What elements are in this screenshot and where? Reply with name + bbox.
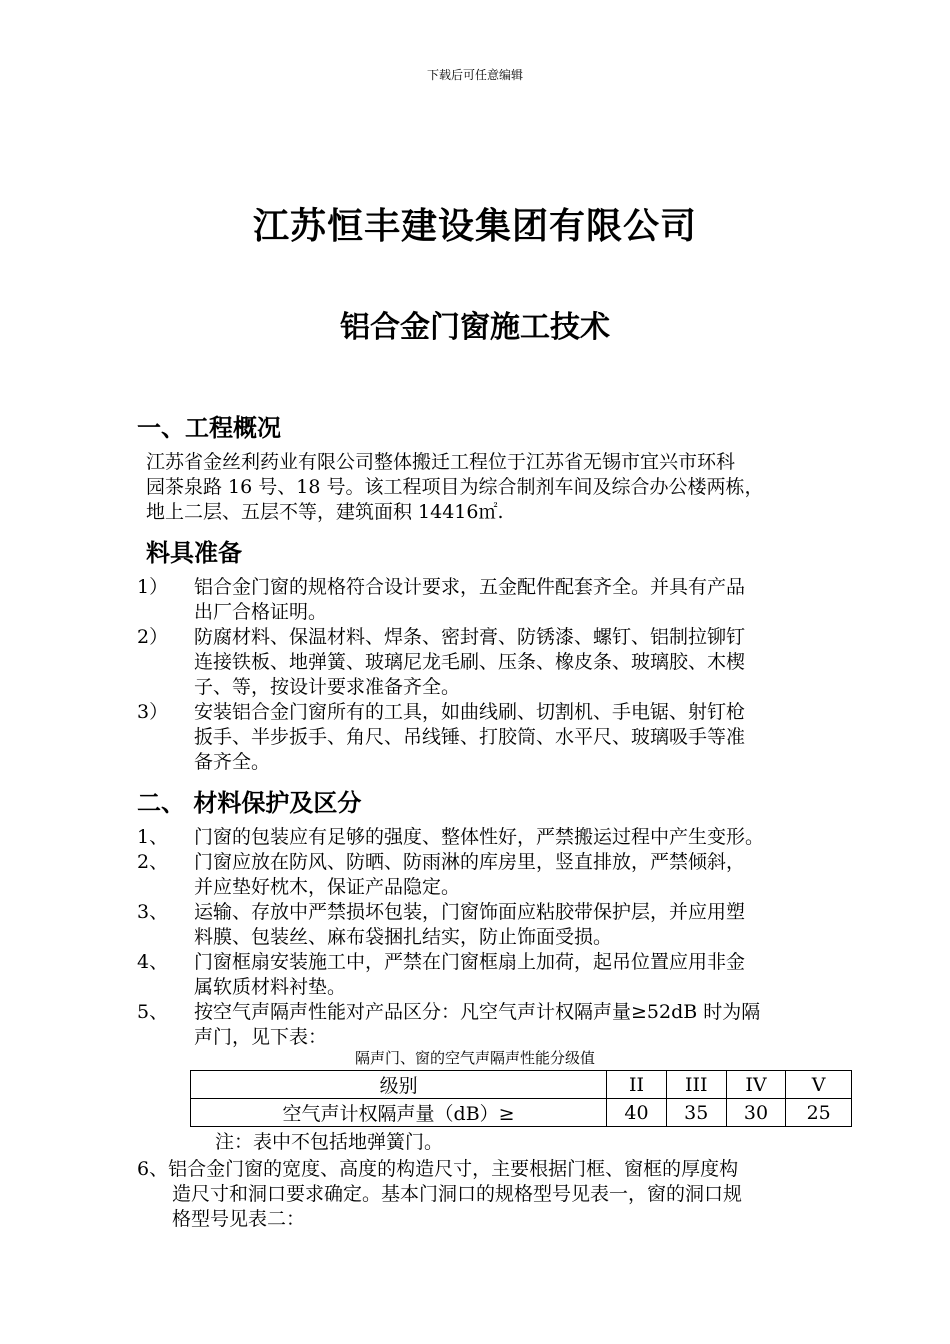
list-item-number: 3） [137, 701, 169, 723]
list-item-text: 扳手、半步扳手、角尺、吊线锤、打胶筒、水平尺、玻璃吸手等准 [194, 726, 746, 748]
item6-line: 6、铝合金门窗的宽度、高度的构造尺寸，主要根据门框、窗框的厚度构 [137, 1158, 739, 1180]
table-header-row [191, 1071, 852, 1099]
list-item-text: 防腐材料、保温材料、焊条、密封膏、防锈漆、螺钉、铝制拉铆钉 [194, 626, 746, 648]
list-item-text: 连接铁板、地弹簧、玻璃尼龙毛刷、压条、橡皮条、玻璃胶、木楔 [194, 651, 746, 673]
table-cell: 40 [607, 1099, 667, 1127]
list-item-text: 运输、存放中严禁损坏包装，门窗饰面应粘胶带保护层，并应用塑 [194, 901, 746, 923]
table-cell: 35 [666, 1099, 726, 1127]
list-item-text: 料膜、包装丝、麻布袋捆扎结实，防止饰面受损。 [194, 926, 613, 948]
list-item-text: 门窗应放在防风、防晒、防雨淋的库房里，竖直排放，严禁倾斜， [194, 851, 746, 873]
list-item-text: 门窗的包装应有足够的强度、整体性好，严禁搬运过程中产生变形。 [194, 826, 765, 848]
table-cell: 空气声计权隔声量（dB）≥ [191, 1099, 607, 1127]
list-item-number: 2、 [137, 851, 169, 873]
list-item-number: 3、 [137, 901, 169, 923]
list-item-text: 按空气声隔声性能对产品区分：凡空气声计权隔声量≥52dB 时为隔 [194, 1001, 761, 1023]
table-cell: III [666, 1071, 726, 1099]
overview-line: 园茶泉路 16 号、18 号。该工程项目为综合制剂车间及综合办公楼两栋， [146, 476, 764, 498]
list-item-text: 属软质材料衬垫。 [194, 976, 347, 998]
section-heading-protection: 二、 材料保护及区分 [137, 789, 362, 817]
list-item-text: 子、等，按设计要求准备齐全。 [194, 676, 461, 698]
table-cell: II [607, 1071, 667, 1099]
list-item-text: 安装铝合金门窗所有的工具，如曲线刷、切割机、手电锯、射钉枪 [194, 701, 746, 723]
table-cell: V [786, 1071, 852, 1099]
list-item-number: 1、 [137, 826, 169, 848]
table-cell: 级别 [191, 1071, 607, 1099]
list-item-text: 备齐全。 [194, 751, 271, 773]
table-cell: 30 [726, 1099, 786, 1127]
list-item-number: 2） [137, 626, 169, 648]
list-item-number: 1） [137, 576, 169, 598]
section-heading-materials: 料具准备 [146, 539, 242, 567]
list-item-text: 并应垫好枕木，保证产品隐定。 [194, 876, 461, 898]
table-cell: 25 [786, 1099, 852, 1127]
list-item-text: 声门，见下表： [194, 1026, 328, 1048]
list-item-text: 铝合金门窗的规格符合设计要求，五金配件配套齐全。并具有产品 [194, 576, 746, 598]
section-heading-overview: 一、工程概况 [137, 414, 281, 442]
sound-insulation-table [190, 1070, 852, 1127]
list-item-text: 出厂合格证明。 [194, 601, 328, 623]
list-item-text: 门窗框扇安装施工中，严禁在门窗框扇上加荷，起吊位置应用非金 [194, 951, 746, 973]
table-cell: IV [726, 1071, 786, 1099]
overview-line: 江苏省金丝利药业有限公司整体搬迁工程位于江苏省无锡市宜兴市环科 [146, 451, 736, 473]
item6-line: 造尺寸和洞口要求确定。基本门洞口的规格型号见表一，窗的洞口规 [172, 1183, 743, 1205]
overview-line: 地上二层、五层不等，建筑面积 14416㎡. [146, 501, 504, 523]
list-item-number: 4、 [137, 951, 169, 973]
list-item-number: 5、 [137, 1001, 169, 1023]
header-note: 下载后可任意编辑 [426, 68, 523, 82]
table-row [191, 1099, 852, 1127]
document-title: 江苏恒丰建设集团有限公司 [252, 206, 697, 247]
document-subtitle: 铝合金门窗施工技术 [340, 310, 610, 345]
table-note: 注：表中不包括地弹簧门。 [215, 1131, 444, 1153]
table-caption: 隔声门、窗的空气声隔声性能分级值 [354, 1049, 595, 1067]
item6-line: 格型号见表二： [172, 1208, 306, 1230]
